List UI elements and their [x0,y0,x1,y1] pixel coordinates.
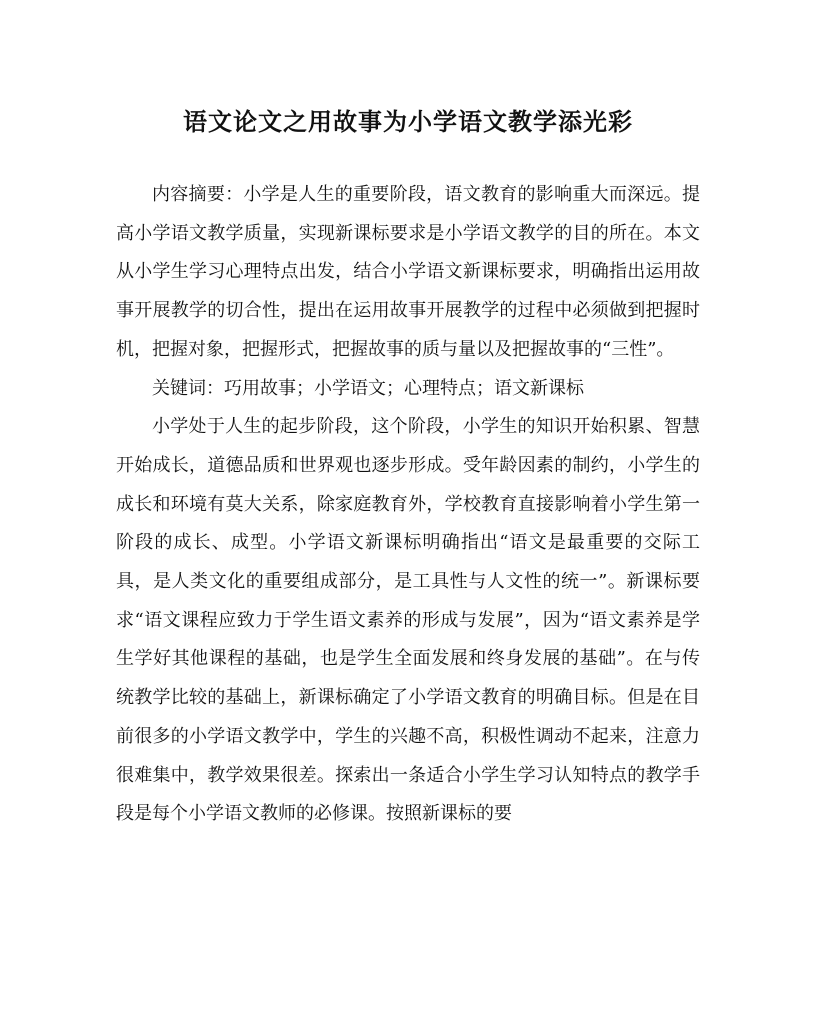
keywords-paragraph: 关键词：巧用故事；小学语文；心理特点；语文新课标 [152,377,584,399]
document-body [116,176,700,834]
body-paragraph: 小学处于人生的起步阶段，这个阶段，小学生的知识开始积累、智慧开始成长，道德品质和世界观也逐步形成。受年龄因素的制约，小学生的成长和环境有莫大关系，除家庭教育外，学校教育直接影响着小学生第一阶段的成长、成型。小学语文新课标明确指出“语文是最重要的交际工具，是人类文化的重要组成部分，是工具性与人文性的统一”。新课标要求“语文课程应致力于学生语文素养的形成与发展”，因为“语文素养是学生学好其他课程的基础，也是学生全面发展和终身发展的基础”。在与传统教学比较的基础上，新课标确定了小学语文教育的明确目标。但是在目前很多的小学语文教学中，学生的兴趣不高，积极性调动不起来，注意力很难集中，教学效果很差。探索出一条适合小学生学习认知特点的教学手段是每个小学语文教师的必修课。按照新课标的要 [116,416,700,825]
abstract-paragraph: 内容摘要：小学是人生的重要阶段，语文教育的影响重大而深远。提高小学语文教学质量，实现新课标要求是小学语文教学的目的所在。本文从小学生学习心理特点出发，结合小学语文新课标要求，明确指出运用故事开展教学的切合性，提出在运用故事开展教学的过程中必须做到把握时机，把握对象，把握形式，把握故事的质与量以及把握故事的“三性”。 [116,184,700,360]
document-title: 语文论文之用故事为小学语文教学添光彩 [183,107,633,136]
